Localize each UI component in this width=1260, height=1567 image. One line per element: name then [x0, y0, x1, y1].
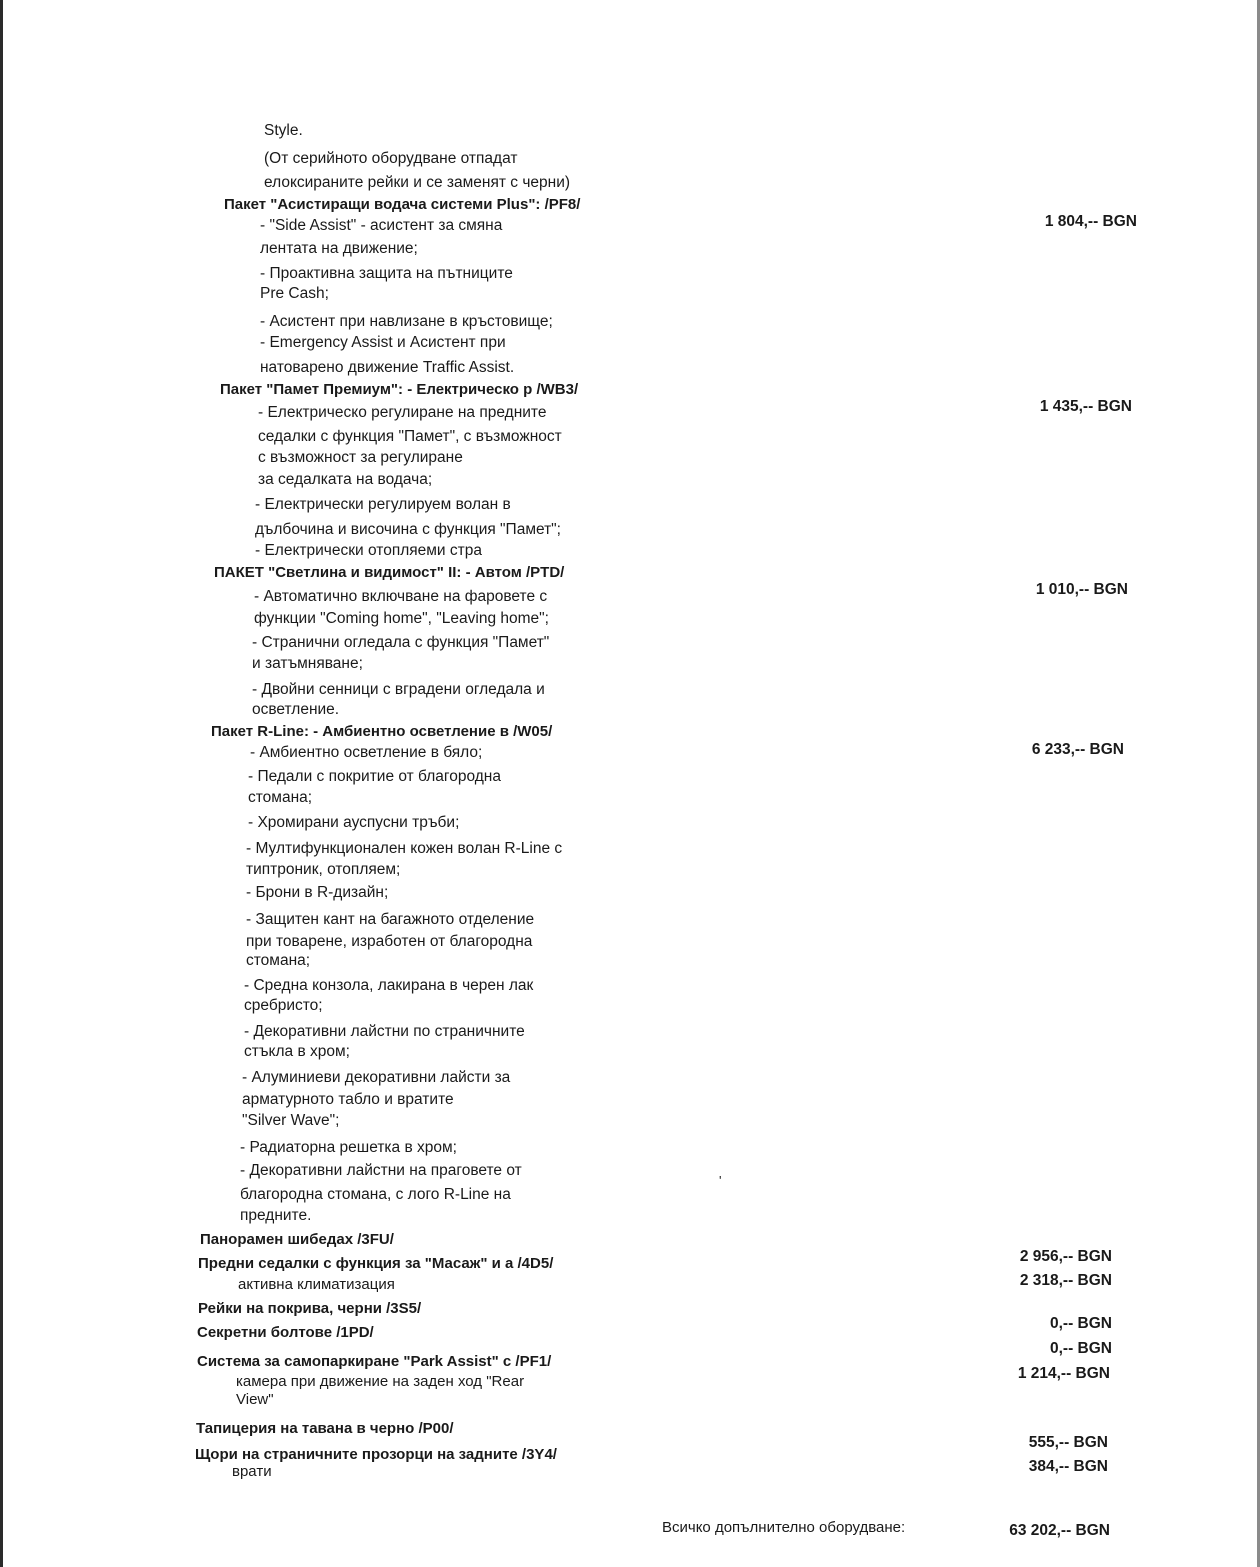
package-line: - Електрически регулируем волан в: [255, 496, 511, 513]
package-line: - Декоративни лайстни по страничните: [244, 1023, 525, 1040]
package-line: - Хромирани ауспусни тръби;: [248, 814, 460, 831]
package-title: Пакет "Асистиращи водача системи Plus": /PF8/: [224, 196, 581, 213]
package-line: и затъмняване;: [252, 655, 363, 672]
item-title: Секретни болтове /1PD/: [197, 1324, 374, 1341]
item-subline: активна климатизация: [238, 1276, 395, 1293]
package-line: сребристо;: [244, 997, 323, 1014]
item-price: 2 956,-- BGN: [1019, 1248, 1112, 1265]
item-title: Тапицерия на тавана в черно /P00/: [196, 1420, 454, 1437]
package-line: натоварено движение Traffic Assist.: [260, 359, 515, 376]
item-title: Рейки на покрива, черни /3S5/: [198, 1300, 422, 1317]
package-price: 1 010,-- BGN: [1035, 581, 1128, 598]
package-line: седалки с функция "Памет", с възможност: [258, 428, 562, 445]
package-line: - Брони в R-дизайн;: [246, 884, 389, 901]
item-title: Щори на страничните прозорци на задните /3Y4/: [195, 1446, 557, 1463]
package-line: стъкла в хром;: [244, 1043, 350, 1060]
item-title: Система за самопаркиране "Park Assist" с /PF1/: [197, 1353, 552, 1370]
package-price: 6 233,-- BGN: [1031, 741, 1124, 758]
package-line: - Мултифункционален кожен волан R-Line с: [246, 840, 563, 857]
item-price: 0,-- BGN: [1050, 1340, 1112, 1357]
package-line: - Двойни сенници с вградени огледала и: [252, 681, 545, 698]
item-subline: камера при движение на заден ход "Rear: [236, 1373, 525, 1390]
item-price: 384,-- BGN: [1028, 1458, 1108, 1475]
package-price: 1 804,-- BGN: [1044, 213, 1137, 230]
package-line: дълбочина и височина с функция "Памет";: [255, 521, 561, 538]
intro-line: елоксираните рейки и се заменят с черни): [264, 174, 571, 191]
package-line: - Декоративни лайстни на праговете от: [240, 1162, 522, 1179]
package-title: Пакет "Памет Премиум": - Електрическо р /WB3/: [220, 381, 579, 398]
package-line: - Автоматично включване на фаровете с: [254, 588, 548, 605]
item-title: Панорамен шибедах /3FU/: [200, 1231, 394, 1248]
package-line: - Проактивна защита на пътниците: [260, 265, 513, 282]
package-line: - Странични огледала с функция "Памет": [252, 634, 550, 651]
package-title: Пакет R-Line: - Амбиентно осветление в /W05/: [211, 723, 553, 740]
package-line: - "Side Assist" - асистент за смяна: [260, 217, 503, 234]
package-line: при товарене, изработен от благородна: [246, 933, 533, 950]
intro-line: (От серийното оборудване отпадат: [264, 150, 518, 167]
package-line: - Електрическо регулиране на предните: [258, 404, 547, 421]
package-line: - Асистент при навлизане в кръстовище;: [260, 313, 553, 330]
item-subline: врати: [232, 1463, 272, 1480]
package-line: осветление.: [252, 701, 340, 718]
package-line: за седалката на водача;: [258, 471, 433, 488]
stray-mark: ': [719, 1173, 722, 1188]
package-line: стомана;: [246, 952, 311, 969]
package-title: ПАКЕТ "Светлина и видимост" II: - Автом /PTD/: [214, 564, 565, 581]
package-line: функции "Coming home", "Leaving home";: [254, 610, 549, 627]
package-line: типтроник, отопляем;: [246, 861, 401, 878]
package-line: - Средна конзола, лакирана в черен лак: [244, 977, 534, 994]
package-line: арматурното табло и вратите: [242, 1091, 454, 1108]
package-line: - Алуминиеви декоративни лайсти за: [242, 1069, 511, 1086]
package-line: - Радиаторна решетка в хром;: [240, 1139, 457, 1156]
package-line: стомана;: [248, 789, 313, 806]
package-price: 1 435,-- BGN: [1039, 398, 1132, 415]
package-line: лентата на движение;: [260, 240, 418, 257]
total-value: 63 202,-- BGN: [1009, 1522, 1110, 1539]
item-price: 1 214,-- BGN: [1017, 1365, 1110, 1382]
package-line: - Защитен кант на багажното отделение: [246, 911, 535, 928]
package-line: - Амбиентно осветление в бяло;: [250, 744, 483, 761]
package-line: - Emergency Assist и Асистент при: [260, 334, 506, 351]
package-line: - Педали с покритие от благородна: [248, 768, 501, 785]
intro-line: Style.: [264, 122, 303, 139]
item-subline: View": [236, 1391, 274, 1408]
item-title: Предни седалки с функция за "Масаж" и а /4D5/: [198, 1255, 554, 1272]
package-line: предните.: [240, 1207, 312, 1224]
package-line: благородна стомана, с лого R-Line на: [240, 1186, 511, 1203]
item-price: 2 318,-- BGN: [1019, 1272, 1112, 1289]
package-line: "Silver Wave";: [242, 1112, 340, 1129]
item-price: 555,-- BGN: [1028, 1434, 1108, 1451]
package-line: с възможност за регулиране: [258, 449, 463, 466]
page-edge-left: [0, 0, 3, 1567]
package-line: Pre Cash;: [260, 285, 329, 302]
package-line: - Електрически отопляеми стра: [255, 542, 482, 559]
item-price: 0,-- BGN: [1050, 1315, 1112, 1332]
total-label: Всичко допълнително оборудване:: [662, 1519, 906, 1536]
